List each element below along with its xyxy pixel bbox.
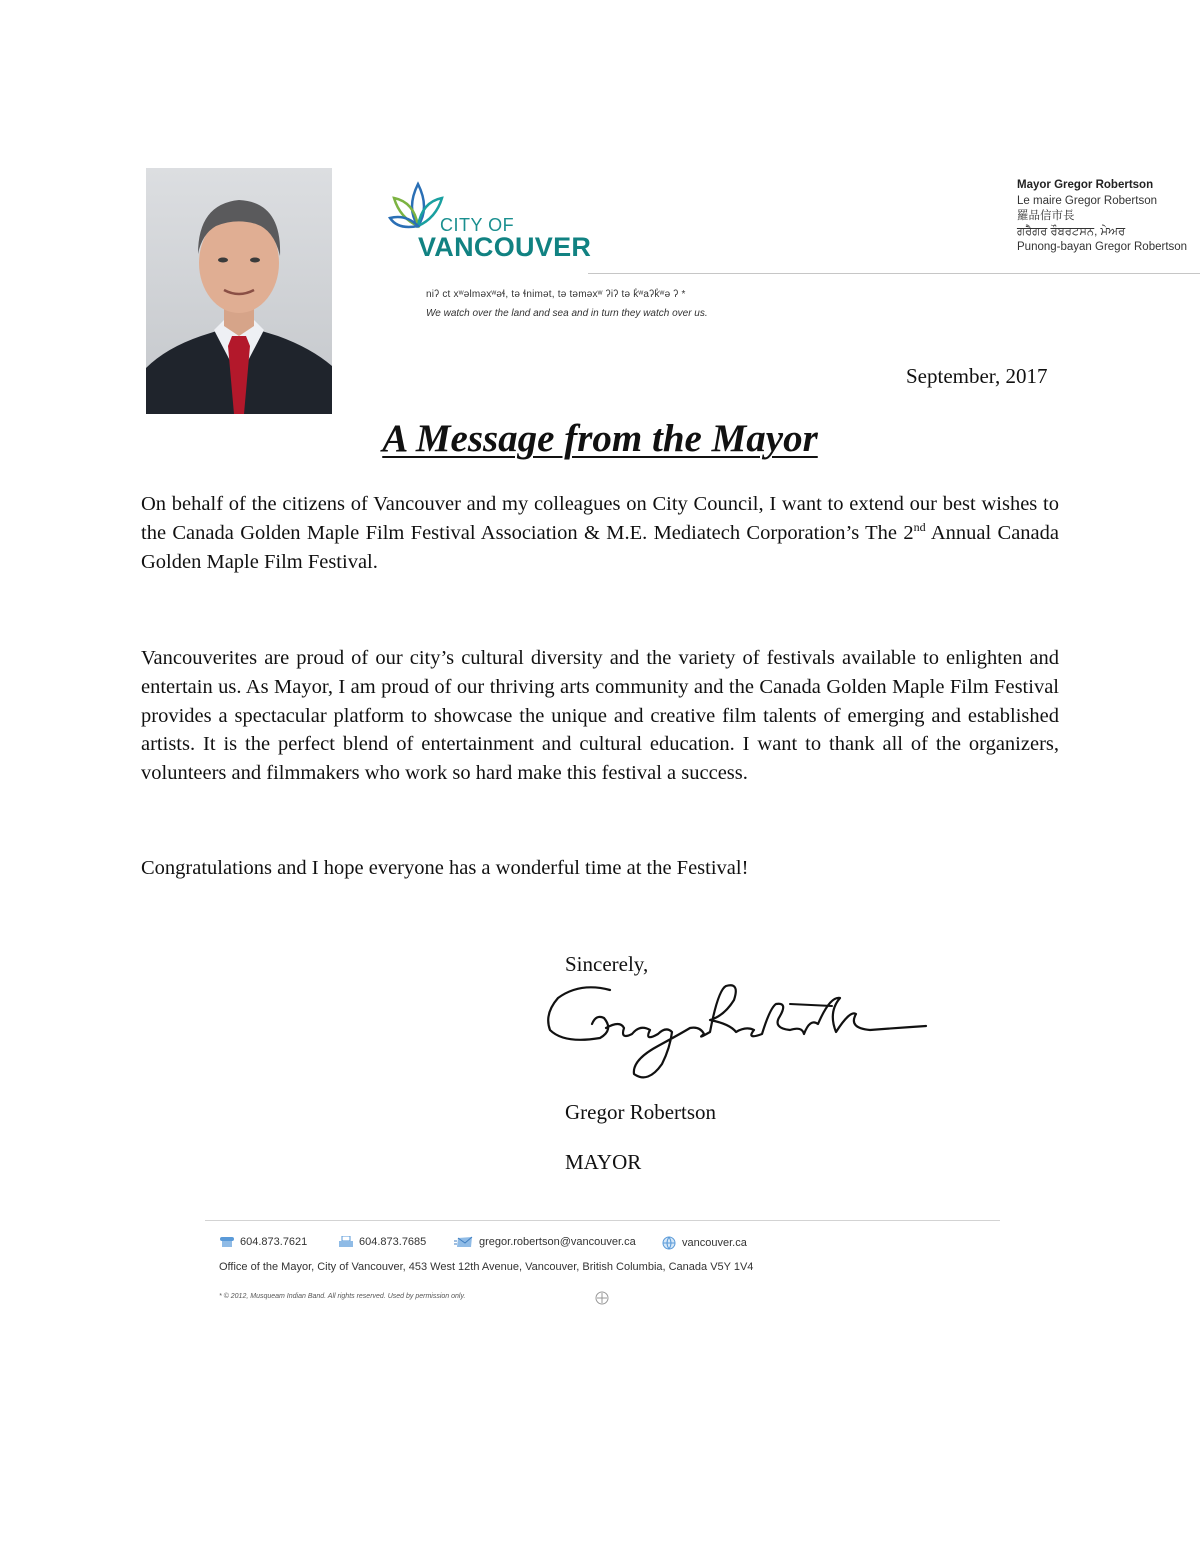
fax-icon	[338, 1236, 354, 1248]
mayor-name-block	[1017, 178, 1187, 256]
footer-phone-text: 604.873.7621	[240, 1236, 308, 1248]
body-paragraph-3: Congratulations and I hope everyone has a wonderful time at the Festival!	[141, 857, 749, 879]
logo-vancouver-text: VANCOUVER	[418, 232, 592, 262]
p1-superscript: nd	[913, 519, 926, 534]
body-paragraph-2: Vancouverites are proud of our city’s cultural diversity and the variety of festivals available to enlighten and entertain us. As Mayor, I am proud of our thriving arts community and the Canada Golden Maple Film Festival provides a spectacular platform to showcase the unique and creative film talents of emerging and established artists. It is the perfect blend of entertainment and cultural education. I want to thank all of the organizers, volunteers and filmmakers who work so hard make this festival a success.	[141, 647, 1059, 785]
header-divider	[588, 273, 1200, 274]
footer-website-text[interactable]: vancouver.ca	[682, 1237, 747, 1249]
mayor-portrait-photo	[146, 168, 332, 414]
footer-address: Office of the Mayor, City of Vancouver, 453 West 12th Avenue, Vancouver, British Columbia, Canada V5Y 1V4	[219, 1261, 754, 1273]
email-icon	[454, 1236, 474, 1248]
signatory-title: MAYOR	[565, 1150, 642, 1174]
footer-copyright: * © 2012, Musqueam Indian Band. All rights reserved. Used by permission only.	[219, 1293, 466, 1300]
footer-divider	[205, 1220, 1000, 1221]
footer-website	[661, 1236, 747, 1250]
p1-text-b: Annual Canada Golden Maple Film Festival.	[141, 521, 1059, 573]
print-registration-icon	[595, 1291, 609, 1305]
handwritten-signature	[540, 968, 930, 1083]
motto-musqueam: niʔ ct xʷəlməxʷəɬ, tə ɬnimət, tə təməxʷ ʔiʔ tə k̓ʷaʔk̓ʷə ʔ *	[426, 289, 686, 300]
footer-fax-text: 604.873.7685	[359, 1236, 427, 1248]
globe-icon	[661, 1236, 677, 1250]
mayor-name-english: Mayor Gregor Robertson	[1017, 179, 1154, 191]
body-paragraph-1	[141, 490, 1059, 576]
mayor-name-french: Le maire Gregor Robertson	[1017, 194, 1157, 207]
closing-sincerely: Sincerely,	[565, 952, 649, 976]
footer-phone	[219, 1236, 307, 1248]
mayor-name-punjabi: ਗਰੈਗਰ ਰੌਬਰਟਸਨ, ਮੇਅਰ	[1017, 225, 1126, 238]
phone-icon	[219, 1236, 235, 1248]
logo-city-of-text: CITY OF	[440, 215, 515, 235]
motto-english: We watch over the land and sea and in turn they watch over us.	[426, 308, 708, 319]
letter-date: September, 2017	[906, 364, 1048, 388]
footer-email	[454, 1236, 636, 1248]
footer-email-text[interactable]: gregor.robertson@vancouver.ca	[479, 1236, 636, 1248]
letter-title: A Message from the Mayor	[382, 417, 818, 460]
mayor-name-chinese: 羅品信市長	[1017, 210, 1075, 222]
signatory-name: Gregor Robertson	[565, 1100, 717, 1124]
mayor-name-tagalog: Punong-bayan Gregor Robertson	[1017, 241, 1188, 253]
footer-fax	[338, 1236, 426, 1248]
p1-text-a: On behalf of the citizens of Vancouver and my colleagues on City Council, I want to extend our best wishes to the Canada Golden Maple Film Festival Association & M.E. Mediatech Corporation’s The 2	[141, 493, 1059, 544]
